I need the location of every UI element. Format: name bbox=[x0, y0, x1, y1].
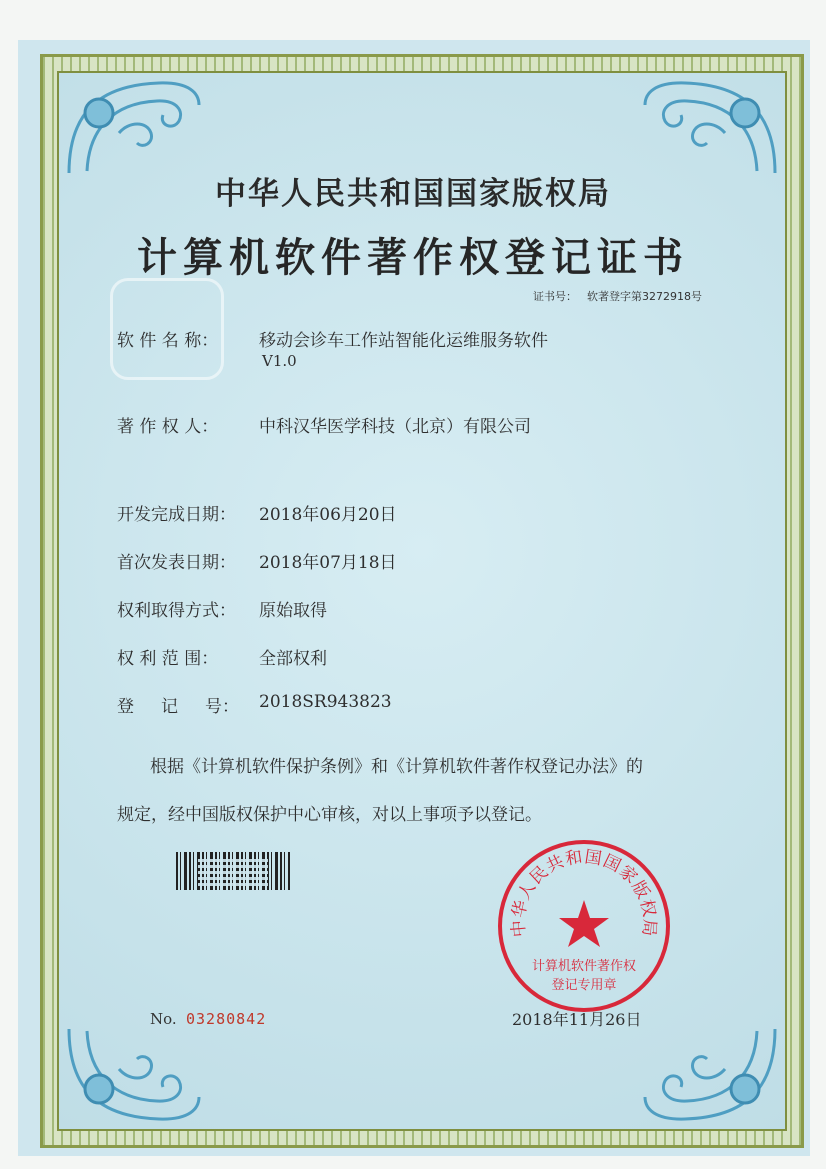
scope-value: 全部权利 bbox=[259, 649, 327, 669]
acquire-value: 原始取得 bbox=[259, 601, 327, 621]
dev-date-row bbox=[117, 500, 397, 525]
statement-line-1: 根据《计算机软件保护条例》和《计算机软件著作权登记办法》的 bbox=[150, 757, 643, 777]
cert-no-label: 证书号： bbox=[533, 290, 577, 303]
serial-no-value: 03280842 bbox=[186, 1010, 267, 1028]
owner-label: 著 作 权 人： bbox=[117, 417, 219, 437]
serial-no-label: No. bbox=[150, 1010, 177, 1028]
issue-date: 2018年11月26日 bbox=[512, 1010, 642, 1029]
registration-value: 2018SR943823 bbox=[259, 692, 392, 712]
acquire-label: 权利取得方式： bbox=[117, 601, 236, 621]
cert-no-value: 软著登字第3272918号 bbox=[587, 290, 702, 303]
software-name-label: 软 件 名 称： bbox=[117, 331, 219, 351]
acquire-row bbox=[117, 596, 327, 621]
corner-ornament-bottom-left bbox=[59, 1019, 209, 1129]
seal-center-line-1: 计算机软件著作权 bbox=[531, 959, 637, 974]
registration-row bbox=[117, 692, 392, 717]
official-seal bbox=[496, 838, 672, 1014]
corner-ornament-top-right bbox=[635, 73, 785, 183]
dev-date-label: 开发完成日期： bbox=[117, 505, 236, 525]
pub-date-value: 2018年07月18日 bbox=[259, 553, 397, 573]
software-name-row bbox=[117, 326, 548, 351]
seal-star-icon bbox=[559, 900, 609, 947]
software-name-value: 移动会诊车工作站智能化运维服务软件 bbox=[259, 331, 548, 351]
owner-value: 中科汉华医学科技（北京）有限公司 bbox=[259, 417, 531, 437]
pub-date-row bbox=[117, 548, 397, 573]
barcode-icon bbox=[176, 852, 290, 890]
seal-ring-text: 中华人民共和国国家版权局 bbox=[508, 847, 660, 938]
certificate-number bbox=[533, 288, 702, 304]
registration-label: 登 记 号： bbox=[117, 697, 240, 717]
owner-row bbox=[117, 412, 531, 437]
scope-label: 权 利 范 围： bbox=[117, 649, 219, 669]
seal-center-line-2: 登记专用章 bbox=[551, 978, 617, 993]
issuer-title: 中华人民共和国国家版权局 bbox=[215, 176, 611, 212]
corner-ornament-top-left bbox=[59, 73, 209, 183]
corner-ornament-bottom-right bbox=[635, 1019, 785, 1129]
scope-row bbox=[117, 644, 327, 669]
statement-line-2: 规定，经中国版权保护中心审核，对以上事项予以登记。 bbox=[117, 805, 542, 825]
certificate-title: 计算机软件著作权登记证书 bbox=[137, 235, 689, 281]
software-version: V1.0 bbox=[262, 352, 297, 370]
pub-date-label: 首次发表日期： bbox=[117, 553, 236, 573]
dev-date-value: 2018年06月20日 bbox=[259, 505, 397, 525]
